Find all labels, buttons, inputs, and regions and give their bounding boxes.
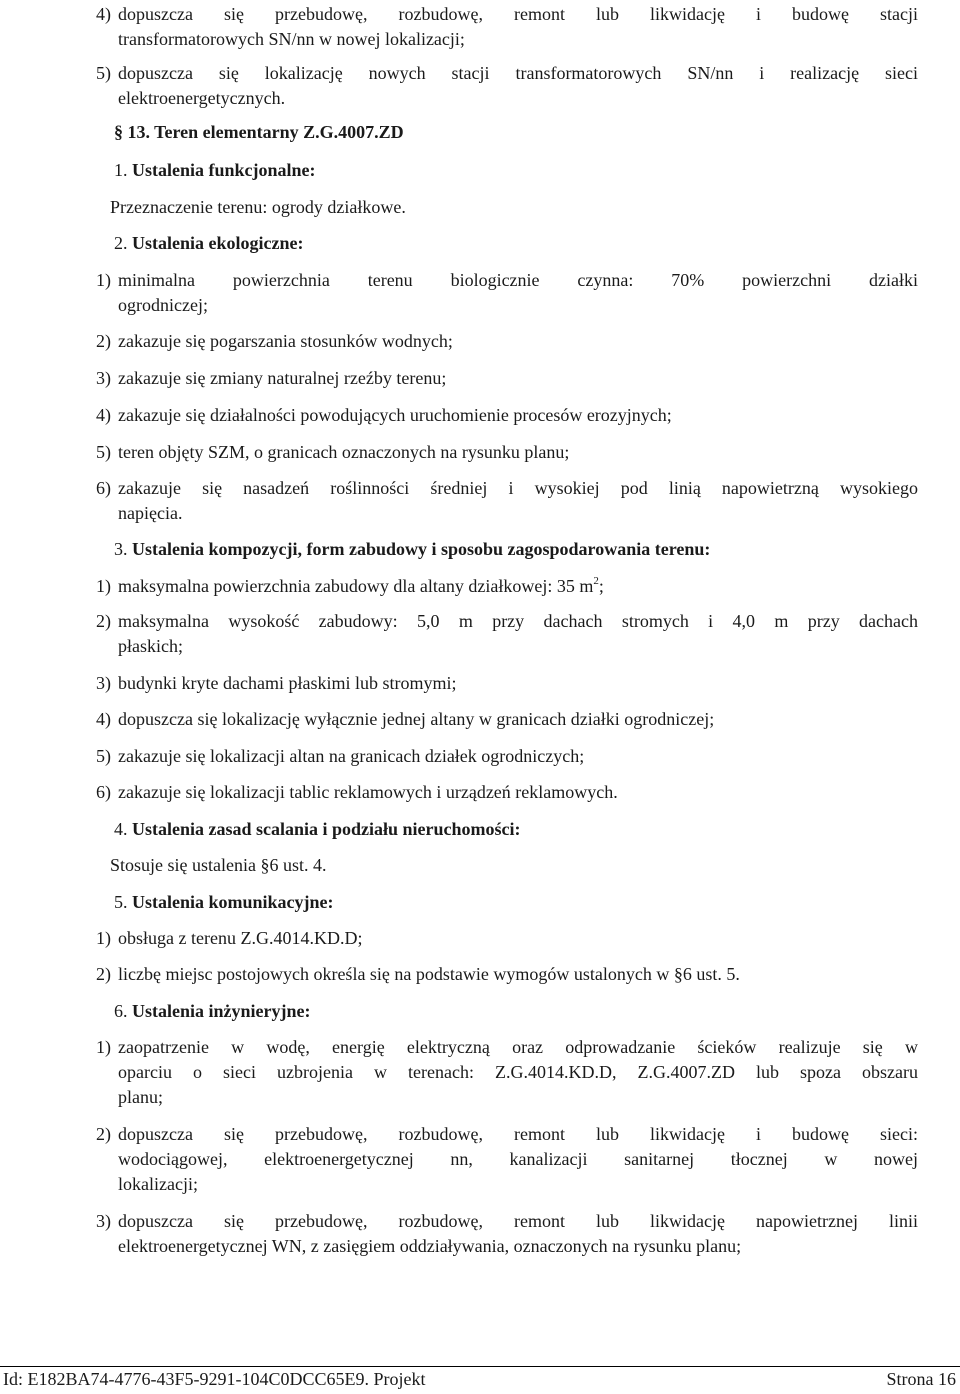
list-item: 2) zakazuje się pogarszania stosunków wodnych; [96,331,453,351]
list-item: 5) teren objęty SZM, o granicach oznaczonych na rysunku planu; [96,442,570,462]
list-item: 2) maksymalna wysokość zabudowy: 5,0 m przy dachach stromych i 4,0 m przy dachach płaskich; [96,611,918,656]
section-heading: § 13. Teren elementarny Z.G.4007.ZD [114,122,404,142]
list-item: 3) budynki kryte dachami płaskimi lub stromymi; [96,673,457,693]
list-item: 4) zakazuje się działalności powodujących uruchomienie procesów erozyjnych; [96,405,672,425]
list-item: 3) dopuszcza się przebudowę, rozbudowę, remont lub likwidację napowietrznej linii elektroenergetycznej WN, z zasięgiem oddziaływania, oznaczonych na rysunku planu; [96,1211,918,1256]
paragraph: Stosuje się ustalenia §6 ust. 4. [110,855,327,875]
list-item: 1) obsługa z terenu Z.G.4014.KD.D; [96,928,363,948]
list-item: 1) maksymalna powierzchnia zabudowy dla altany działkowej: 35 $m^2$; [96,575,604,596]
subsection-heading: 2. Ustalenia ekologiczne: [114,233,304,253]
footer-page-number: Strona 16 [886,1369,956,1389]
subsection-heading: 6. Ustalenia inżynieryjne: [114,1001,311,1021]
list-item: 2) dopuszcza się przebudowę, rozbudowę, remont lub likwidację i budowę sieci: wodociągowej, elektroenergetycznej nn, kanalizacji sanitarnej tłocznej w nowej lokalizacji; [96,1124,918,1194]
list-item: 6) zakazuje się nasadzeń roślinności średniej i wysokiej pod linią napowietrzną wysokiego napięcia. [96,478,918,523]
subsection-heading: 5. Ustalenia komunikacyjne: [114,892,334,912]
footer-document-id: Id: E182BA74-4776-43F5-9291-104C0DCC65E9. Projekt [3,1369,426,1389]
subsection-heading: 1. Ustalenia funkcjonalne: [114,160,316,180]
list-item: 5) zakazuje się lokalizacji altan na granicach działek ogrodniczych; [96,746,585,766]
list-item: 5) dopuszcza się lokalizację nowych stacji transformatorowych SN/nn i realizację sieci elektroenergetycznych. [96,63,918,108]
list-item: 3) zakazuje się zmiany naturalnej rzeźby terenu; [96,368,447,388]
paragraph: Przeznaczenie terenu: ogrody działkowe. [110,197,406,217]
list-item: 4) dopuszcza się przebudowę, rozbudowę, remont lub likwidację i budowę stacji transformatorowych SN/nn w nowej lokalizacji; [96,4,918,49]
list-item: 4) dopuszcza się lokalizację wyłącznie jednej altany w granicach działki ogrodniczej; [96,709,715,729]
list-item: 1) minimalna powierzchnia terenu biologicznie czynna: 70% powierzchni działki ogrodniczej; [96,270,918,315]
subsection-heading: 4. Ustalenia zasad scalania i podziału nieruchomości: [114,819,521,839]
subsection-heading: 3. Ustalenia kompozycji, form zabudowy i sposobu zagospodarowania terenu: [114,539,711,559]
list-item: 1) zaopatrzenie w wodę, energię elektryczną oraz odprowadzanie ścieków realizuje się w oparciu o sieci uzbrojenia w terenach: Z.G.4014.KD.D, Z.G.4007.ZD lub spoza obszaru planu; [96,1037,918,1107]
list-item: 2) liczbę miejsc postojowych określa się na podstawie wymogów ustalonych w §6 ust. 5. [96,964,740,984]
list-item: 6) zakazuje się lokalizacji tablic reklamowych i urządzeń reklamowych. [96,782,618,802]
